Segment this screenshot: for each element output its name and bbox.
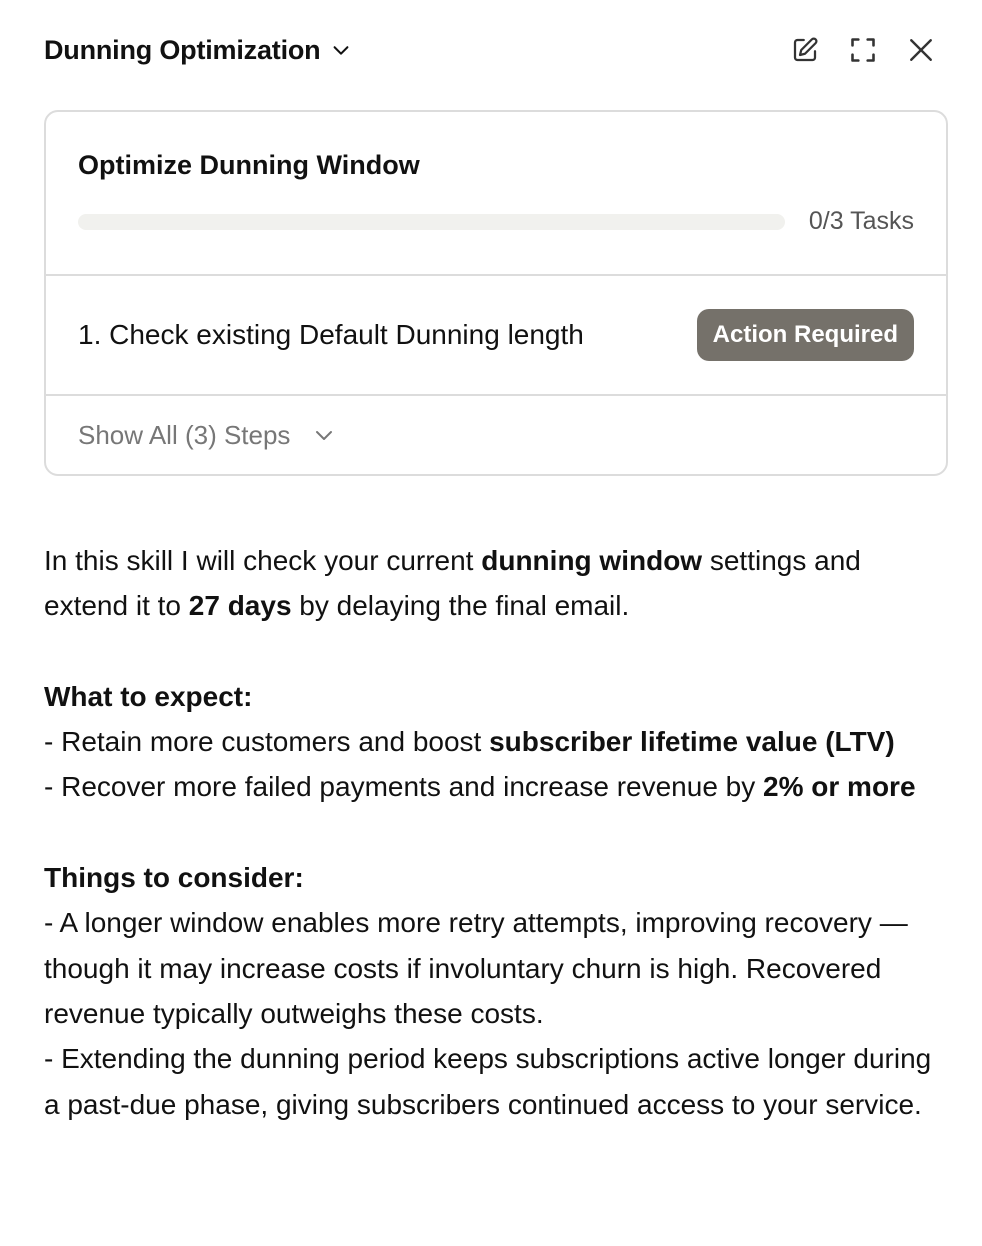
chevron-down-icon [312, 423, 336, 447]
consider-item: - Extending the dunning period keeps subscriptions active longer during a past-due phase, giving subscribers continued access to your service. [44, 1043, 932, 1120]
action-required-badge[interactable]: Action Required [697, 309, 914, 361]
expect-heading-text: What to expect: [44, 680, 253, 712]
panel-title: Dunning Optimization [44, 34, 321, 65]
skill-description [44, 538, 948, 1127]
consider-item: - A longer window enables more retry attempts, improving recovery — though it may increase costs if involuntary churn is high. Recovered revenue typically outweighs these costs. [44, 907, 908, 1029]
card-title: Optimize Dunning Window [78, 150, 420, 180]
close-icon [908, 37, 934, 63]
step-row[interactable] [46, 276, 946, 396]
skill-panel [44, 0, 948, 1127]
show-all-steps-label: Show All (3) Steps [78, 419, 291, 450]
expand-icon [849, 36, 877, 64]
intro-text: by delaying the final email. [291, 590, 630, 622]
progress-count: 0/3 Tasks [808, 207, 914, 235]
expect-item-bold: subscriber lifetime value (LTV) [489, 726, 895, 758]
intro-bold-text: 27 days [188, 590, 292, 622]
skill-card [44, 110, 948, 476]
header-actions [788, 33, 938, 67]
edit-button[interactable] [788, 33, 822, 67]
panel-header [44, 0, 948, 100]
expect-item [44, 719, 948, 764]
expand-button[interactable] [846, 33, 880, 67]
intro-paragraph [44, 538, 948, 629]
expect-item-text: - Recover more failed payments and increase revenue by [44, 771, 764, 803]
close-button[interactable] [904, 33, 938, 67]
progress-row [78, 207, 914, 236]
expect-heading [44, 674, 948, 719]
consider-heading-text: Things to consider: [44, 862, 304, 894]
edit-icon [790, 35, 820, 65]
intro-text: In this skill I will check your current [44, 545, 482, 576]
intro-bold-text: dunning window [481, 545, 703, 576]
title-dropdown[interactable] [44, 35, 352, 66]
chevron-down-icon [330, 39, 352, 61]
expect-item [44, 764, 948, 809]
expect-item-bold: 2% or more [763, 771, 916, 803]
intro-text: settings and extend it to [44, 545, 861, 622]
step-label: 1. Check existing Default Dunning length [78, 319, 584, 350]
card-header [46, 112, 946, 276]
show-all-steps-button[interactable] [46, 396, 946, 474]
progress-bar [78, 214, 785, 230]
consider-heading [44, 855, 948, 900]
expect-item-text: - Retain more customers and boost [44, 726, 490, 758]
